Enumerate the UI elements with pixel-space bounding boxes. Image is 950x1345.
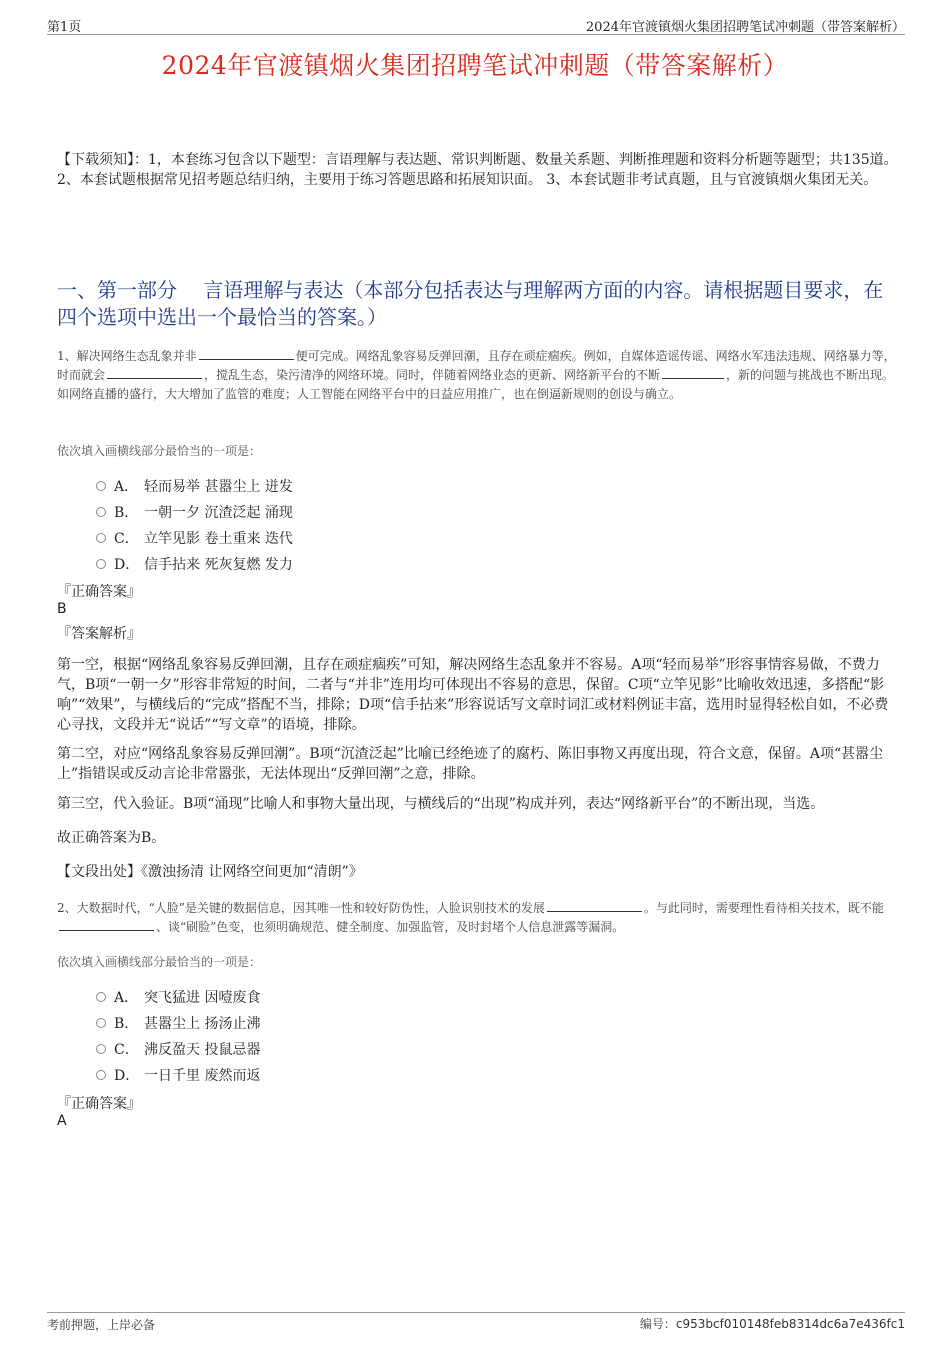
radio-icon[interactable]: [96, 559, 106, 569]
q2-option-c[interactable]: C． 沸反盈天 投鼠忌器: [96, 1039, 260, 1059]
document-title: 2024年官渡镇烟火集团招聘笔试冲刺题（带答案解析）: [161, 51, 789, 80]
answer-blank: [547, 899, 642, 912]
question-2-text: [57, 899, 900, 937]
q1-part1: 1、解决网络生态乱象并非: [57, 349, 197, 363]
q1-option-b[interactable]: B． 一朝一夕 沉渣泛起 涌现: [96, 502, 293, 522]
q1-analysis-label: 『答案解析』: [57, 626, 141, 642]
q2-part2: 。与此同时，需要理性看待相关技术，既不能: [643, 901, 884, 915]
q1-analysis-paragraph: 第一空，根据“网络乱象容易反弹回潮，且存在顽症痼疾”可知，解决网络生态乱象并不容易。A项“轻而易举”形容事情容易做，不费力气，B项“一朝一夕”形容非常短的时间，二者与“并非”连用均可体现出不容易的意思，保留。C项“立竿见影”比喻收效迅速，多搭配“影响”“效果”，与横线后的“完成”搭配不当，排除；D项“信手拈来”形容说话写文章时词汇或材料例证丰富，选用时显得轻松自如，不必费心寻找，文段并无“说话”“写文章”的语境，排除。: [57, 657, 889, 733]
question-1-text: [57, 347, 900, 404]
q2-answer: A: [57, 1113, 67, 1129]
q1-analysis-paragraph: 第二空，对应“网络乱象容易反弹回潮”。B项“沉渣泛起”比喻已经绝迹了的腐朽、陈旧事物又再度出现，符合文意，保留。A项“甚嚣尘上”指错误或反动言论非常嚣张，无法体现出“反弹回潮”之意，排除。: [57, 746, 884, 782]
q2-option-a[interactable]: A． 突飞猛进 因噎废食: [96, 987, 260, 1007]
q1-part3: ，搅乱生态，染污清净的网络环境。同时，伴随着网络业态的更新、网络新平台的不断: [204, 368, 661, 382]
radio-icon[interactable]: [96, 1018, 106, 1028]
answer-blank: [662, 366, 724, 379]
footer-slogan: 考前押题，上岸必备: [47, 1318, 156, 1332]
q2-answer-label: 『正确答案』: [57, 1096, 141, 1112]
answer-blank: [107, 366, 202, 379]
radio-icon[interactable]: [96, 481, 106, 491]
q2-option-d[interactable]: D． 一日千里 废然而返: [96, 1065, 260, 1085]
q2-option-b[interactable]: B． 甚嚣尘上 扬汤止沸: [96, 1013, 260, 1033]
q1-answer: B: [57, 601, 67, 617]
q1-option-d[interactable]: D． 信手拈来 死灰复燃 发力: [96, 554, 293, 574]
page-header: [47, 14, 905, 35]
answer-blank: [59, 918, 154, 931]
page-footer: [47, 1312, 905, 1335]
q1-part2: 便可完成。网络乱象容易反弹回潮，且存在顽症痼疾。例如，自媒体造谣传谣、网络水军违法违规、网络暴力等，时而就会: [57, 349, 896, 382]
q1-answer-label: 『正确答案』: [57, 584, 141, 600]
radio-icon[interactable]: [96, 533, 106, 543]
radio-icon[interactable]: [96, 1070, 106, 1080]
section-heading: 一、第一部分 言语理解与表达（本部分包括表达与理解两方面的内容。请根据题目要求，在四个选项中选出一个最恰当的答案。）: [57, 278, 884, 329]
q2-part3: 、谈“刷脸”色变，也须明确规范、健全制度、加强监管，及时封堵个人信息泄露等漏洞。: [156, 920, 625, 934]
download-notice: 【下载须知】：1，本套练习包含以下题型：言语理解与表达题、常识判断题、数量关系题、判断推理题和资料分析题等题型；共135道。 2、本套试题根据常见招考题总结归纳，主要用于练习答题思路和拓展知识面。 3、本套试题非考试真题，且与官渡镇烟火集团无关。: [57, 152, 898, 188]
radio-icon[interactable]: [96, 1044, 106, 1054]
q1-option-a[interactable]: A． 轻而易举 甚嚣尘上 迸发: [96, 476, 293, 496]
q1-part4: ，新的问题与挑战也不断出现。如网络直播的盛行，大大增加了监管的难度；人工智能在网络平台中的日益应用推广，也在倒逼新规则的创设与确立。: [57, 368, 895, 401]
q2-part1: 2、大数据时代，“人脸”是关键的数据信息，因其唯一性和较好防伪性，人脸识别技术的发展: [57, 901, 545, 915]
answer-blank: [199, 347, 294, 360]
q1-analysis-paragraph: 故正确答案为B。: [57, 830, 166, 846]
q2-prompt: 依次填入画横线部分最恰当的一项是：: [57, 955, 262, 969]
q1-prompt: 依次填入画横线部分最恰当的一项是：: [57, 444, 262, 458]
page-number: 第1页: [47, 20, 82, 35]
q1-source: 【文段出处】《激浊扬清 让网络空间更加“清朗”》: [57, 864, 363, 880]
radio-icon[interactable]: [96, 992, 106, 1002]
radio-icon[interactable]: [96, 507, 106, 517]
q1-option-c[interactable]: C． 立竿见影 卷土重来 迭代: [96, 528, 293, 548]
code-label: 编号：: [639, 1317, 676, 1331]
code-value: c953bcf010148feb8314dc6a7e436fc1: [675, 1317, 905, 1331]
q1-analysis-paragraph: 第三空，代入验证。B项“涌现”比喻人和事物大量出现，与横线后的“出现”构成并列，表达“网络新平台”的不断出现，当选。: [57, 796, 825, 812]
header-doc-title: 2024年官渡镇烟火集团招聘笔试冲刺题（带答案解析）: [585, 20, 905, 35]
document-code: [640, 1315, 905, 1332]
